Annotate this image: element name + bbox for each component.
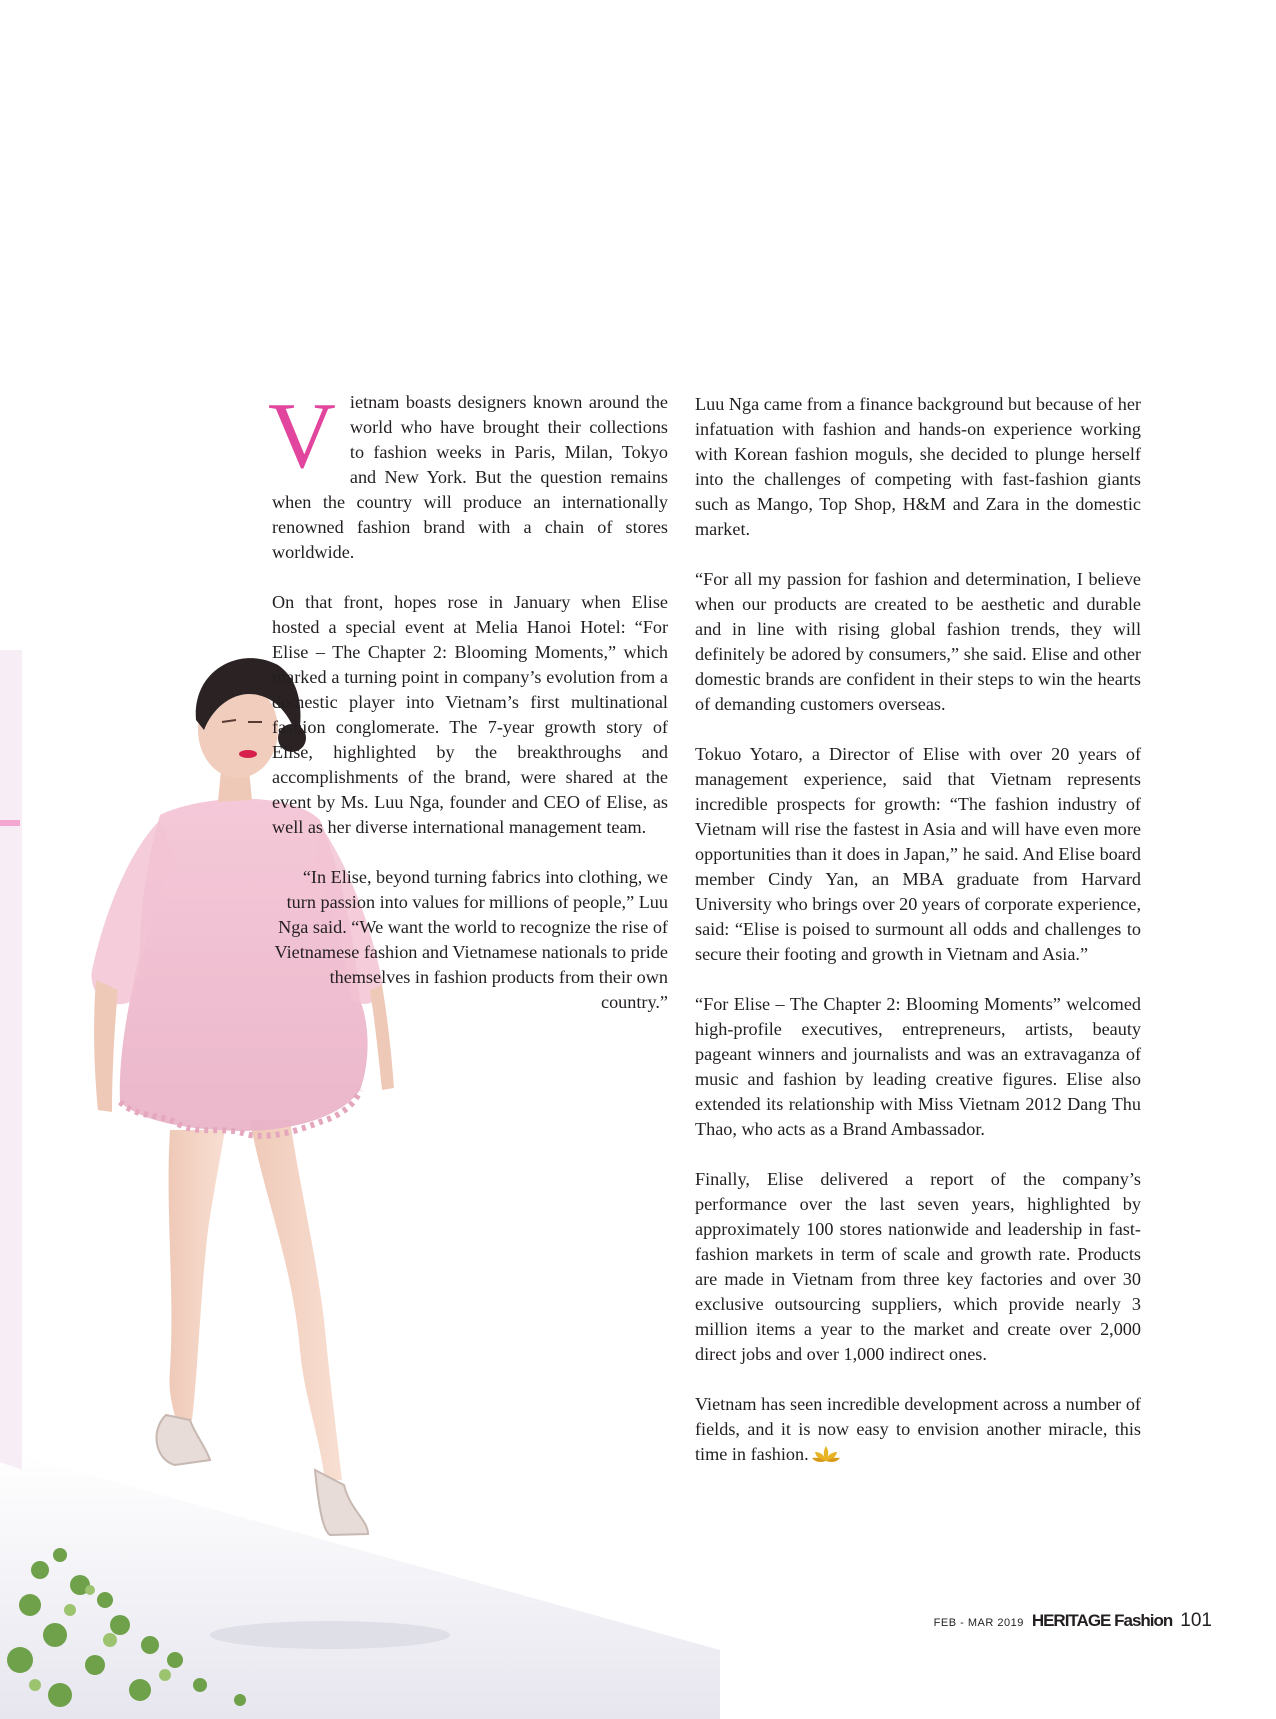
closing-paragraph	[695, 1392, 1141, 1467]
article-left-column	[268, 384, 668, 1040]
intro-paragraph: ietnam boasts designers known around the world who have brought their collections to fashion weeks in Paris, Milan, Tokyo and New York. But the question remains when the country will produce an internationally renowned fashion brand with a chain of stores worldwide.	[272, 392, 668, 562]
pull-quote: “In Elise, beyond turning fabrics into clothing, we turn passion into values for millions of people,” Luu Nga said. “We want the world to recognize the rise of Vietnamese fashion and Vietnamese nationals to pride themselves in fashion products from their own country.”	[274, 867, 668, 1012]
drop-cap: V	[268, 384, 336, 488]
body-paragraph: “For Elise – The Chapter 2: Blooming Moments” welcomed high-profile executives, entrepreneurs, artists, beauty pageant winners and journalists and was an extravaganza of music and fashion by leading creative figures. Elise also extended its relationship with Miss Vietnam 2012 Dang Thu Thao, who acts as a Brand Ambassador.	[695, 994, 1141, 1139]
magazine-name: HERITAGE Fashion	[1031, 1611, 1173, 1630]
event-paragraph: On that front, hopes rose in January when Elise hosted a special event at Melia Hanoi Hotel: “For Elise – The Chapter 2: Blooming Moments,” which marked a turning point in company’s evolution from a domestic player into Vietnam’s first multinational fashion conglomerate. The 7-year growth story of Elise, highlighted by the breakthroughs and accomplishments of the brand, were shared at the event by Ms. Luu Nga, founder and CEO of Elise, as well as her diverse international management team.	[272, 592, 668, 837]
body-paragraph: Tokuo Yotaro, a Director of Elise with over 20 years of management experience, said that Vietnam represents incredible prospects for growth: “The fashion industry of Vietnam will rise the fastest in Asia and will have even more opportunities than it does in Japan,” he said. And Elise board member Cindy Yan, an MBA graduate from Harvard University who brings over 20 years of corporate experience, said: “Elise is poised to surmount all odds and challenges to secure their footing and growth in Vietnam and Asia.”	[695, 744, 1141, 964]
page-footer	[934, 1610, 1212, 1632]
body-paragraph: Luu Nga came from a finance background but because of her infatuation with fashion and hands-on experience working with Korean fashion moguls, she decided to plunge herself into the challenges of competing with fast-fashion giants such as Mango, Top Shop, H&M and Zara in the domestic market.	[695, 394, 1141, 539]
issue-date: FEB - MAR 2019	[933, 1617, 1024, 1629]
article-right-column	[695, 392, 1141, 1492]
page-number: 101	[1180, 1610, 1212, 1631]
closing-text: Vietnam has seen incredible development across a number of fields, and it is now easy to envision another miracle, this time in fashion.	[695, 1394, 1141, 1464]
body-paragraph: Finally, Elise delivered a report of the company’s performance over the last seven years, highlighted by approximately 100 stores nationwide and leadership in fast-fashion markets in term of scale and growth rate. Products are made in Vietnam from three key factories and over 30 exclusive outsourcing suppliers, which provide nearly 3 million items a year to the market and create over 2,000 direct jobs and over 1,000 indirect ones.	[695, 1169, 1141, 1364]
body-paragraph: “For all my passion for fashion and determination, I believe when our products are created to be aesthetic and durable and in line with rising global fashion trends, they will definitely be adored by consumers,” she said. Elise and other domestic brands are confident in their steps to win the hearts of demanding customers overseas.	[695, 569, 1141, 714]
lotus-icon	[811, 1444, 841, 1464]
